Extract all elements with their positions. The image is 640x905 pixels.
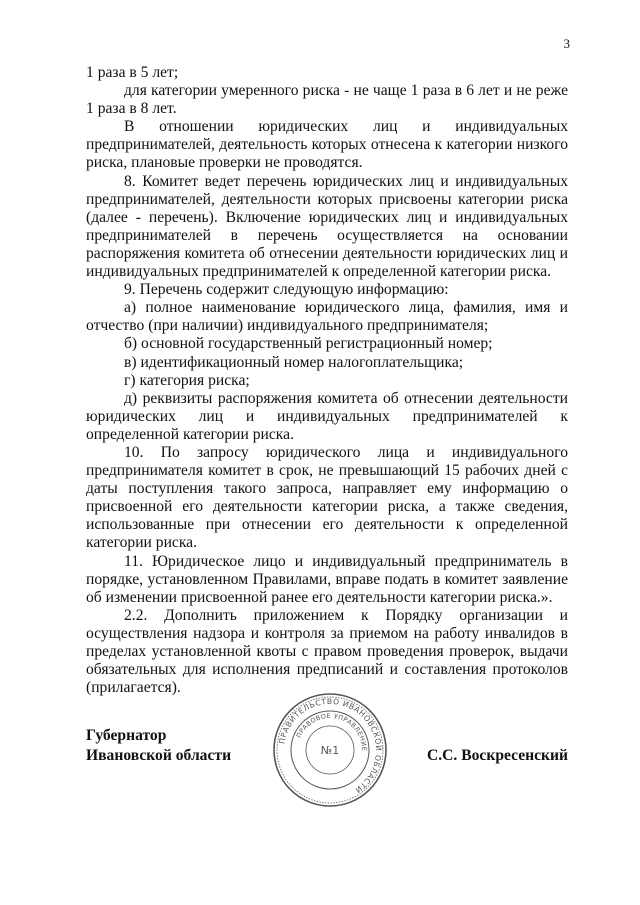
signatory-title-line1: Губернатор bbox=[86, 727, 167, 744]
signatory-title bbox=[86, 726, 231, 766]
paragraph-4: 8. Комитет ведет перечень юридических лиц и индивидуальных предпринимателей, деятельности которых присвоены категории риска (далее - перечень). Включение юридических лиц и индивидуальных предпринимателей в перечень осуществляется на основании распоряжения комитета об отнесении деятельности юридических лиц и индивидуальных предпринимателей к определенной категории риска. bbox=[86, 172, 568, 281]
paragraph-10: д) реквизиты распоряжения комитета об отнесении деятельности юридических лиц и индивидуальных предпринимателей к определенной категории риска. bbox=[86, 389, 568, 443]
paragraph-13: 2.2. Дополнить приложением к Порядку организации и осуществления надзора и контроля за приемом на работу инвалидов в пределах установленной квоты с правом проведения проверок, выдачи обязательных для исполнения предписаний и составления протоколов (прилагается). bbox=[86, 606, 568, 697]
paragraph-5: 9. Перечень содержит следующую информацию: bbox=[124, 281, 449, 299]
seal-inner-text: ПРАВОВОЕ УПРАВЛЕНИЕ bbox=[294, 711, 369, 752]
signatory-name: С.С. Воскресенский bbox=[427, 747, 568, 764]
paragraph-2: для категории умеренного риска - не чаще 1 раза в 6 лет и не реже 1 раза в 8 лет. bbox=[86, 82, 568, 118]
signatory-title-line2: Ивановской области bbox=[86, 747, 232, 764]
page-number: 3 bbox=[563, 36, 570, 51]
paragraph-12: 11. Юридическое лицо и индивидуальный предприниматель в порядке, установленном Правилами, вправе подать в комитет заявление об изменении присвоенной ранее его деятельности категории риска.». bbox=[86, 552, 568, 606]
official-seal-stamp bbox=[270, 690, 390, 810]
paragraph-11: 10. По запросу юридического лица и индивидуального предпринимателя комитет в срок, не превышающий 15 рабочих дней с даты поступления такого запроса, направляет ему информацию о присвоенной его деятельности категории риска, а также сведения, использованные при отнесении его деятельности к определенной категории риска. bbox=[86, 443, 568, 552]
document-body bbox=[86, 64, 568, 697]
paragraph-6: а) полное наименование юридического лица, фамилия, имя и отчество (при наличии) индивидуального предпринимателя; bbox=[86, 299, 568, 335]
seal-icon bbox=[270, 690, 390, 810]
paragraph-9: г) категория риска; bbox=[124, 371, 250, 389]
paragraph-3: В отношении юридических лиц и индивидуальных предпринимателей, деятельность которых отнесена к категории низкого риска, плановые проверки не проводятся. bbox=[86, 118, 568, 172]
paragraph-7: б) основной государственный регистрационный номер; bbox=[124, 335, 493, 353]
signature-block bbox=[86, 690, 568, 820]
paragraph-1: 1 раза в 5 лет; bbox=[86, 64, 179, 81]
seal-center-text: №1 bbox=[320, 744, 340, 757]
seal-outer-text: ПРАВИТЕЛЬСТВО ИВАНОВСКОЙ ОБЛАСТИ bbox=[277, 696, 384, 795]
paragraph-8: в) идентификационный номер налогоплательщика; bbox=[124, 353, 464, 371]
